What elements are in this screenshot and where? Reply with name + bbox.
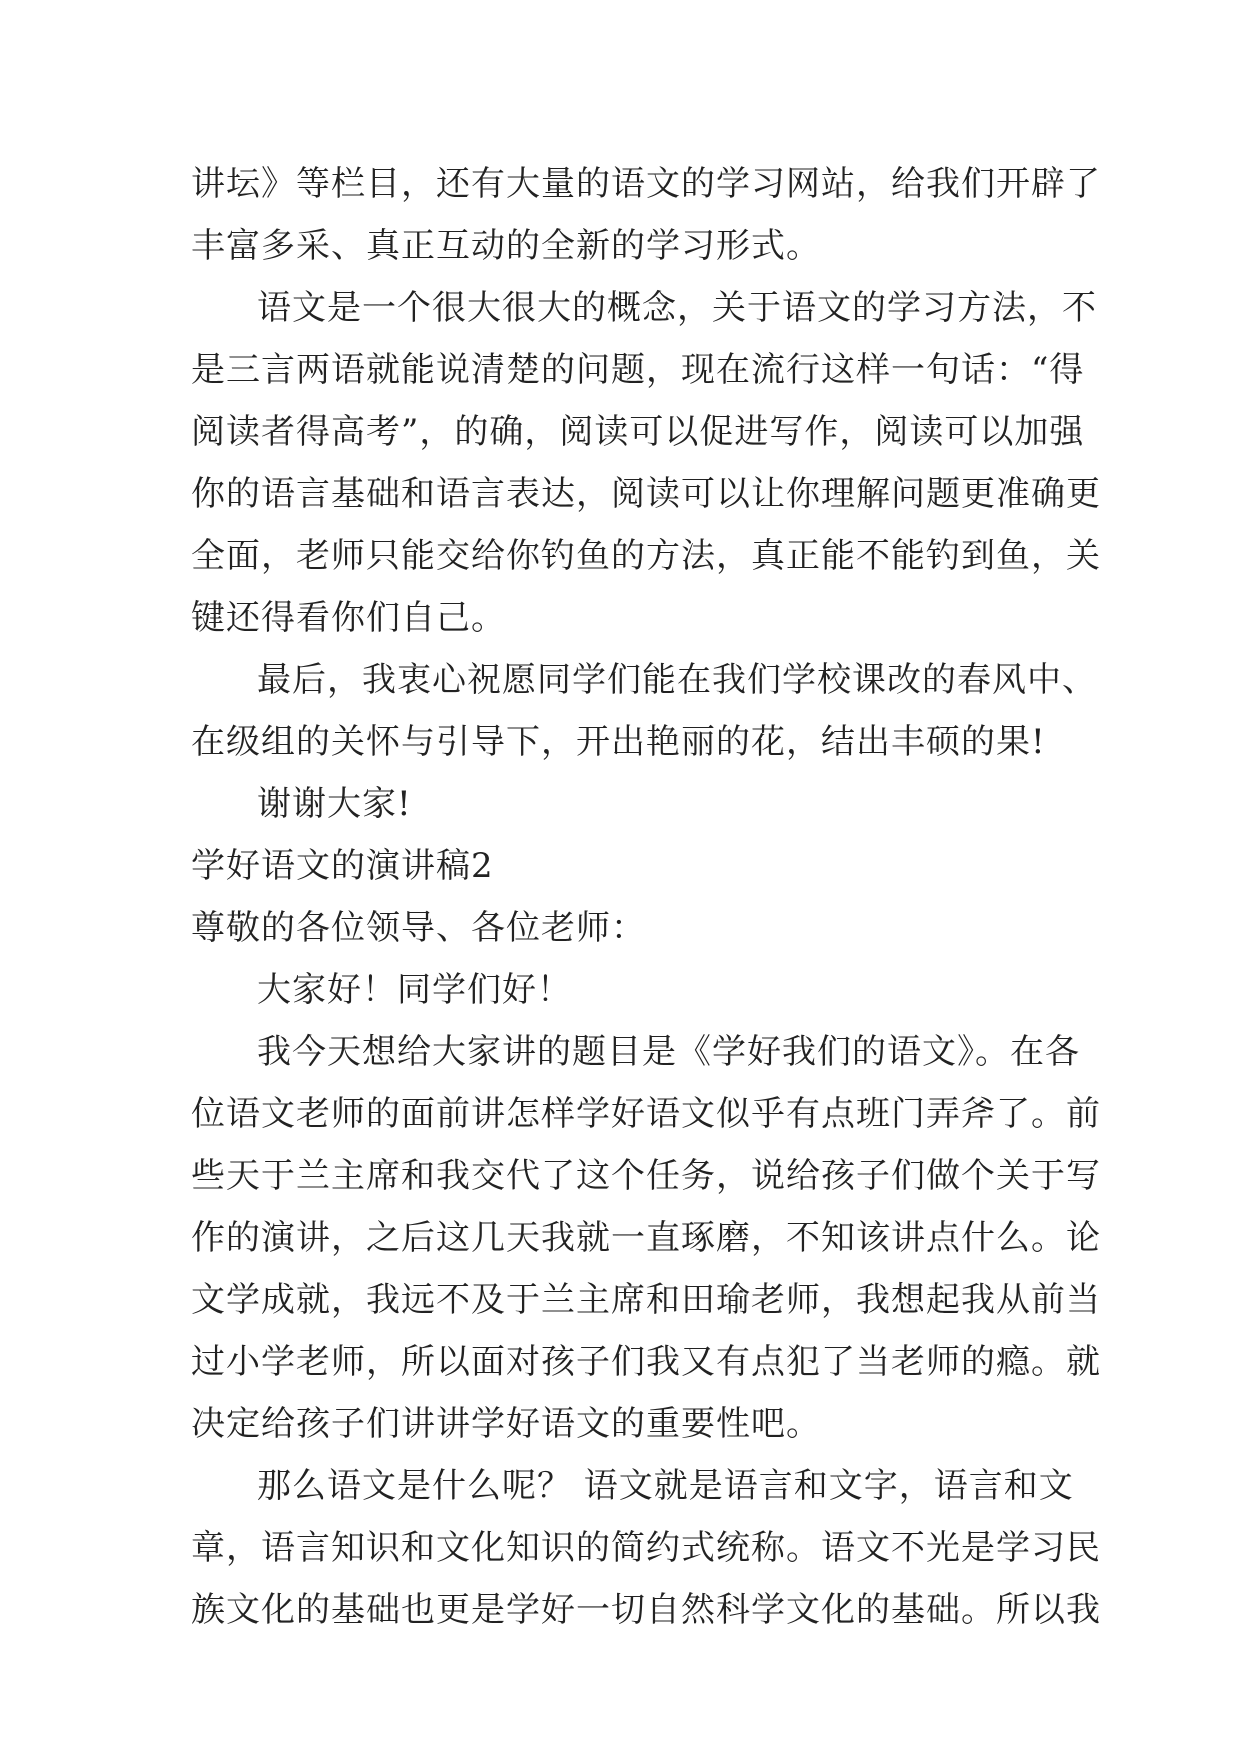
paragraph-start-line: 最后，我衷心祝愿同学们能在我们学校课改的春风中、 xyxy=(257,660,1097,700)
paragraph-start-line: 我今天想给大家讲的题目是《学好我们的语文》。在各 xyxy=(257,1032,1080,1072)
greeting-line: 大家好！同学们好！ xyxy=(257,970,572,1010)
text-line: 你的语言基础和语言表达，阅读可以让你理解问题更准确更 xyxy=(191,474,1101,514)
text-line: 键还得看你们自己。 xyxy=(191,598,506,638)
text-line: 过小学老师，所以面对孩子们我又有点犯了当老师的瘾。就 xyxy=(191,1342,1101,1382)
text-line: 族文化的基础也更是学好一切自然科学文化的基础。所以我 xyxy=(191,1590,1101,1630)
text-line: 章，语言知识和文化知识的简约式统称。语文不光是学习民 xyxy=(191,1528,1101,1568)
paragraph-start-line: 那么语文是什么呢？ 语文就是语言和文字，语言和文 xyxy=(257,1466,1074,1506)
text-line: 阅读者得高考”，的确，阅读可以促进写作，阅读可以加强 xyxy=(191,412,1085,452)
salutation-line: 尊敬的各位领导、各位老师： xyxy=(191,908,646,948)
text-line: 作的演讲，之后这几天我就一直琢磨，不知该讲点什么。论 xyxy=(191,1218,1101,1258)
text-line: 些天于兰主席和我交代了这个任务，说给孩子们做个关于写 xyxy=(191,1156,1101,1196)
text-line: 全面，老师只能交给你钓鱼的方法，真正能不能钓到鱼，关 xyxy=(191,536,1101,576)
text-line: 在级组的关怀与引导下，开出艳丽的花，结出丰硕的果! xyxy=(191,722,1046,762)
paragraph-start-line: 语文是一个很大很大的概念，关于语文的学习方法，不 xyxy=(257,288,1097,328)
text-line: 是三言两语就能说清楚的问题，现在流行这样一句话：“得 xyxy=(191,350,1085,390)
text-line: 文学成就，我远不及于兰主席和田瑜老师，我想起我从前当 xyxy=(191,1280,1101,1320)
text-line: 决定给孩子们讲讲学好语文的重要性吧。 xyxy=(191,1404,821,1444)
text-line: 位语文老师的面前讲怎样学好语文似乎有点班门弄斧了。前 xyxy=(191,1094,1101,1134)
closing-line: 谢谢大家! xyxy=(257,784,412,824)
text-line: 丰富多采、真正互动的全新的学习形式。 xyxy=(191,226,821,266)
text-line: 讲坛》等栏目，还有大量的语文的学习网站，给我们开辟了 xyxy=(191,164,1101,204)
section-title: 学好语文的演讲稿2 xyxy=(191,846,494,886)
document-body xyxy=(191,153,1101,1641)
